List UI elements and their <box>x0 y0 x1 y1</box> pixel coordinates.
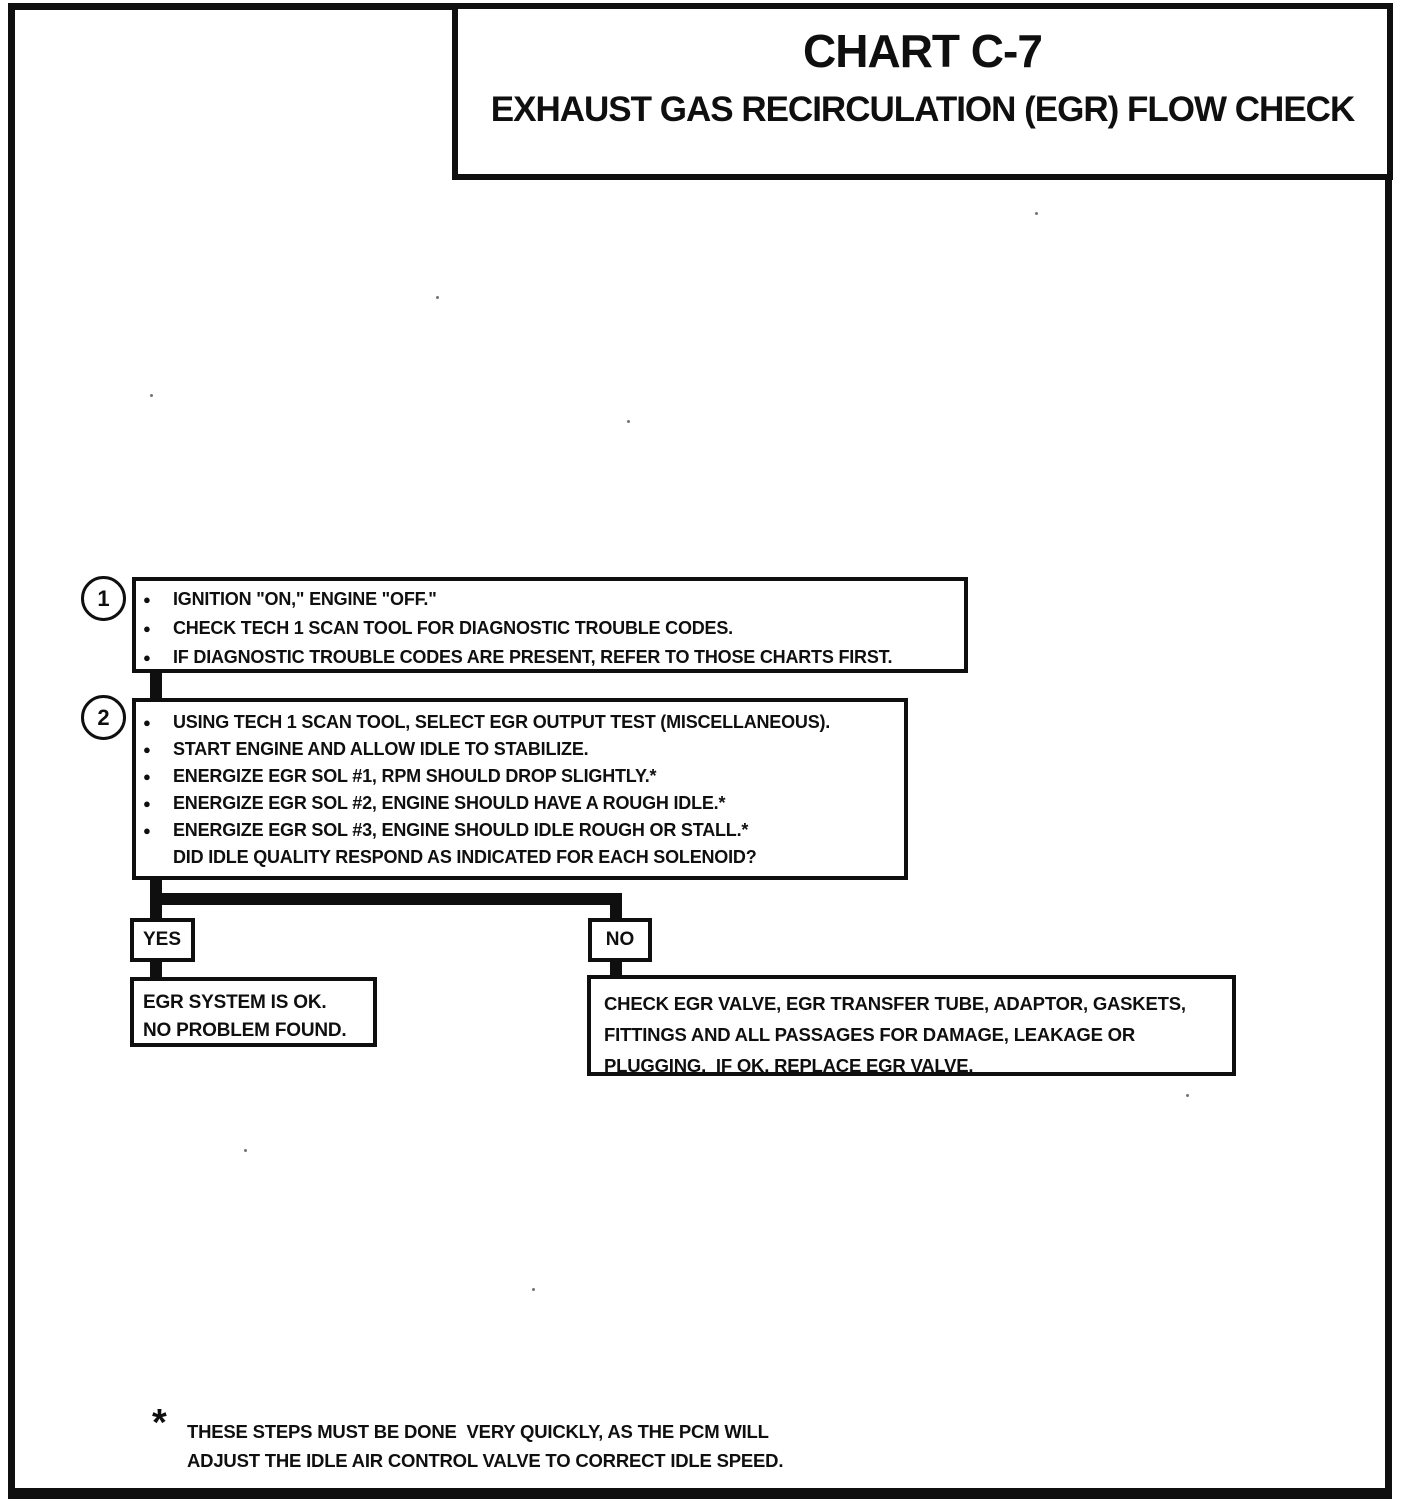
bullet-item <box>143 790 898 817</box>
text-line: EGR SYSTEM IS OK. <box>143 992 327 1013</box>
step-1-badge: 1 <box>81 576 126 621</box>
scan-speckle <box>532 1288 535 1291</box>
scan-speckle <box>627 420 630 423</box>
connector-no-result <box>610 960 622 976</box>
bullet-item <box>143 614 958 643</box>
bullet-icon: ● <box>143 796 151 811</box>
bullet-item <box>143 585 958 614</box>
text-line: NO PROBLEM FOUND. <box>143 1020 347 1041</box>
chart-id-title: CHART C-7 <box>803 24 1042 77</box>
bullet-text: USING TECH 1 SCAN TOOL, SELECT EGR OUTPUT TEST (MISCELLANEOUS). <box>173 712 831 732</box>
bullet-text: IF DIAGNOSTIC TROUBLE CODES ARE PRESENT, REFER TO THOSE CHARTS FIRST. <box>173 647 893 667</box>
bullet-text: ENERGIZE EGR SOL #2, ENGINE SHOULD HAVE A ROUGH IDLE.* <box>173 793 726 813</box>
connector-branch-no <box>610 893 622 920</box>
connector-step1-step2 <box>150 671 162 700</box>
scan-speckle <box>436 296 439 299</box>
text-line: ADJUST THE IDLE AIR CONTROL VALVE TO CORRECT IDLE SPEED. <box>187 1450 784 1471</box>
bullet-item <box>143 643 958 672</box>
bullet-item <box>143 736 898 763</box>
bullet-icon: ● <box>143 650 151 665</box>
scan-speckle <box>150 394 153 397</box>
connector-branch-horizontal <box>150 893 621 905</box>
bullet-icon: ● <box>143 592 151 607</box>
bullet-icon: ● <box>143 715 151 730</box>
bullet-icon: ● <box>143 621 151 636</box>
step-1-box <box>132 577 968 673</box>
no-result-box <box>587 975 1236 1076</box>
text-line: THESE STEPS MUST BE DONE VERY QUICKLY, AS THE PCM WILL <box>187 1421 769 1442</box>
bullet-icon: ● <box>143 823 151 838</box>
bullet-item <box>143 844 898 871</box>
text-line: FITTINGS AND ALL PASSAGES FOR DAMAGE, LEAKAGE OR <box>604 1024 1136 1045</box>
bullet-text: ENERGIZE EGR SOL #1, RPM SHOULD DROP SLIGHTLY.* <box>173 766 657 786</box>
bullet-text: DID IDLE QUALITY RESPOND AS INDICATED FOR EACH SOLENOID? <box>173 847 757 867</box>
bullet-icon: ● <box>143 742 151 757</box>
bullet-item <box>143 817 898 844</box>
bullet-text: CHECK TECH 1 SCAN TOOL FOR DIAGNOSTIC TROUBLE CODES. <box>173 618 733 638</box>
bullet-icon: ● <box>143 769 151 784</box>
bullet-text: ENERGIZE EGR SOL #3, ENGINE SHOULD IDLE ROUGH OR STALL.* <box>173 820 749 840</box>
text-line: PLUGGING. IF OK, REPLACE EGR VALVE. <box>604 1055 974 1076</box>
bullet-text: START ENGINE AND ALLOW IDLE TO STABILIZE. <box>173 739 589 759</box>
bullet-item <box>143 709 898 736</box>
yes-result-box <box>130 977 377 1047</box>
bullet-text: IGNITION "ON," ENGINE "OFF." <box>173 589 437 609</box>
bullet-item <box>143 763 898 790</box>
chart-name-subtitle: EXHAUST GAS RECIRCULATION (EGR) FLOW CHECK <box>490 89 1355 129</box>
connector-yes-result <box>150 960 162 978</box>
text-line: CHECK EGR VALVE, EGR TRANSFER TUBE, ADAPTOR, GASKETS, <box>604 993 1186 1014</box>
scan-speckle <box>1035 212 1038 215</box>
scan-speckle <box>1186 1094 1189 1097</box>
scan-speckle <box>244 1149 247 1152</box>
step-2-badge: 2 <box>81 695 126 740</box>
title-box <box>452 3 1393 180</box>
footnote-asterisk: * <box>152 1402 167 1444</box>
footnote-text <box>187 1417 783 1475</box>
yes-branch-box: YES <box>130 918 195 962</box>
step-2-box <box>132 698 908 880</box>
no-branch-box: NO <box>588 918 652 962</box>
